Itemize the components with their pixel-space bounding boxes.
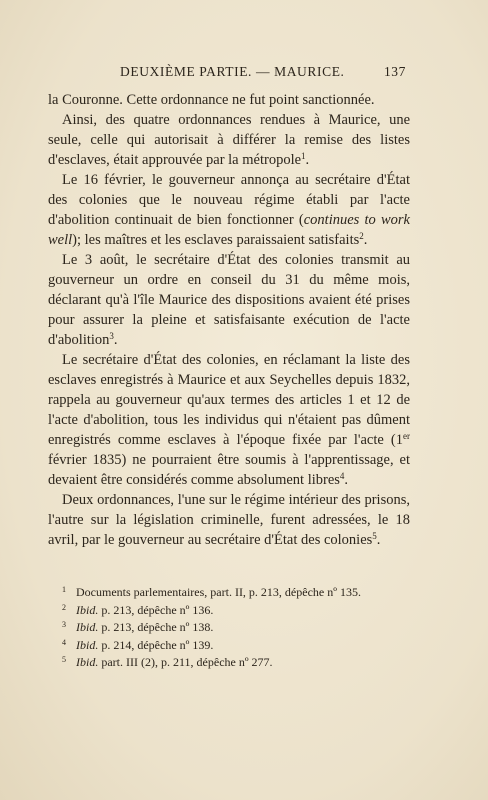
footnote xyxy=(62,654,402,672)
footnote-reference: 4 xyxy=(339,471,345,481)
footnote xyxy=(62,584,402,602)
page-number: 137 xyxy=(383,64,406,79)
paragraph xyxy=(48,110,410,170)
running-header xyxy=(50,64,406,82)
paragraph xyxy=(48,350,410,490)
footnote-number: 1 xyxy=(62,585,66,594)
text-run: Deux ordonnances, l'une sur le régime intérieur des prisons, l'autre sur la législation criminelle, furent adressées, le 18 avril, par le gouverneur au secrétaire d'État des colonies xyxy=(48,492,410,548)
text-run: février 1835) ne pourraient être soumis à l'apprentissage, et devaient être considérés comme absolument libres xyxy=(48,452,410,488)
footnote xyxy=(62,637,402,655)
text-run: . xyxy=(363,232,368,248)
text-run: ); les maîtres et les esclaves paraissaient satisfaits xyxy=(72,232,360,248)
footnote xyxy=(62,602,402,620)
paragraph xyxy=(48,490,410,550)
footnote-reference: 2 xyxy=(359,231,364,241)
paragraph xyxy=(48,90,410,110)
footnote-number: 4 xyxy=(62,637,66,647)
footnote-ibid: Ibid. xyxy=(76,620,99,634)
text-run: . xyxy=(344,472,349,488)
text-run: la Couronne. Cette ordonnance ne fut point sanctionnée. xyxy=(48,92,375,108)
footnote-reference: 5 xyxy=(372,531,377,541)
paragraph xyxy=(48,170,410,250)
footnote-reference: 1 xyxy=(301,151,306,161)
footnote-text: Documents parlementaires, part. II, p. 213, dépêche nº 135. xyxy=(76,585,361,599)
text-run: . xyxy=(376,532,381,548)
footnote xyxy=(62,619,402,637)
footnote-text: p. 214, dépêche nº 139. xyxy=(98,637,214,652)
text-run: Le 16 février, le gouverneur annonça au secrétaire d'État des colonies que le nouveau régime établi par l'acte d'abolition continuait de bien fonctionner ( xyxy=(48,172,410,228)
italic-quote: continues to work well xyxy=(48,212,410,248)
text-run: Le secrétaire d'État des colonies, en réclamant la liste des esclaves enregistrés à Maurice et aux Seychelles depuis 1832, rappela au gouverneur qu'aux termes des articles 1 et 12 de l'acte d'abolition, tous les individus qui n'étaient pas dûment enregistrés comme esclaves à l'époque fixée par l'acte (1 xyxy=(48,352,410,448)
footnote-reference: er xyxy=(403,431,410,441)
footnote-text: part. III (2), p. 211, dépêche nº 277. xyxy=(98,655,273,669)
paragraph xyxy=(48,250,410,350)
footnote-text: p. 213, dépêche nº 136. xyxy=(98,602,214,617)
text-run: Le 3 août, le secrétaire d'État des colonies transmit au gouverneur un ordre en conseil du 31 du même mois, déclarant qu'à l'île Maurice des dispositions avaient été prises pour assurer la pleine et satisfaisante exécution de l'acte d'abolition xyxy=(48,252,410,348)
text-run: . xyxy=(305,152,310,168)
footnote-number: 5 xyxy=(62,655,66,664)
text-run: Ainsi, des quatre ordonnances rendues à Maurice, une seule, celle qui autorisait à différer la remise des listes d'esclaves, était approuvée par la métropole xyxy=(48,112,410,168)
footnote-ibid: Ibid. xyxy=(76,602,99,617)
footnote-reference: 3 xyxy=(109,331,114,341)
footnote-ibid: Ibid. xyxy=(76,655,99,669)
footnote-number: 2 xyxy=(62,602,66,612)
footnote-ibid: Ibid. xyxy=(76,637,99,652)
text-run: . xyxy=(113,332,118,348)
running-title: DEUXIÈME PARTIE. — MAURICE. xyxy=(120,64,345,79)
footnotes xyxy=(62,584,402,672)
body-text xyxy=(48,90,410,550)
footnote-text: p. 213, dépêche nº 138. xyxy=(98,620,214,634)
footnote-number: 3 xyxy=(62,620,66,629)
